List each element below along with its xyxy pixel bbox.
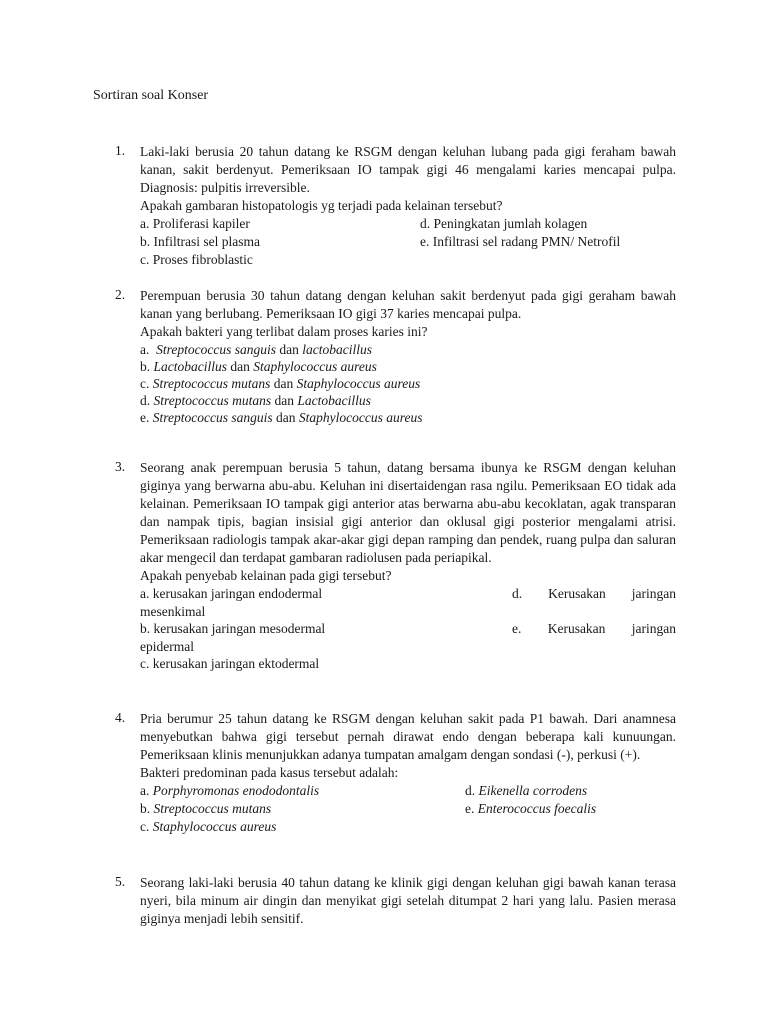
option-b: b. Lactobacillus dan Staphylococcus aureus [140, 358, 377, 374]
question-4 [115, 710, 676, 836]
question-stem: Perempuan berusia 30 tahun datang dengan keluhan sakit berdenyut pada gigi geraham bawah kanan yang berlubang. Pemeriksaan IO gigi 37 karies mencapai pulpa. [140, 288, 676, 321]
option-a: a. Porphyromonas enododontalis [140, 782, 320, 798]
question-prompt: Apakah bakteri yang terlibat dalam proses karies ini? [140, 324, 428, 339]
question-3 [115, 459, 676, 672]
question-prompt: Bakteri predominan pada kasus tersebut adalah: [140, 765, 399, 780]
question-1 [115, 143, 676, 269]
option-e: e. Streptococcus sanguis dan Staphylococcus aureus [140, 409, 423, 425]
option-c: c. kerusakan jaringan ektodermal [140, 655, 320, 671]
option-b: b. Infiltrasi sel plasma [140, 233, 260, 249]
option-row-a-d [140, 585, 676, 603]
option-a: a. kerusakan jaringan endodermal [140, 585, 323, 601]
answer-options [140, 585, 676, 672]
question-prompt: Apakah gambaran histopatologis yg terjadi pada kelainan tersebut? [140, 198, 503, 213]
option-b: b. Streptococcus mutans [140, 800, 272, 816]
option-d-continuation: mesenkimal [140, 603, 206, 619]
option-row-b-e [140, 620, 676, 638]
question-prompt: Apakah penyebab kelainan pada gigi tersebut? [140, 568, 392, 583]
answer-options [140, 341, 676, 426]
option-c: c. Streptococcus mutans dan Staphylococcus aureus [140, 375, 421, 391]
option-e: e. Enterococcus foecalis [465, 800, 597, 816]
question-stem: Laki-laki berusia 20 tahun datang ke RSGM dengan keluhan lubang pada gigi feraham bawah kanan, sakit berdenyut. Pemeriksaan IO tampak gigi 46 mengalami karies mencapai pulpa. Diagnosis: pulpitis irreversible. [140, 144, 676, 195]
option-a: a. Proliferasi kapiler [140, 215, 250, 231]
question-stem: Seorang anak perempuan berusia 5 tahun, datang bersama ibunya ke RSGM dengan keluhan giginya yang berwarna abu-abu. Keluhan ini disertaidengan rasa ngilu. Pemeriksaan EO tidak ada kelainan. Pemeriksaan IO tampak gigi anterior atas berwarna abu-abu kecoklatan, agak transparan dan nampak tipis, bagian insisial gigi anterior dan oklusal gigi posterior mengalami atrisi. Pemeriksaan radiologis tampak akar-akar gigi depan ramping dan pendek, ruang pulpa dan saluran akar mengecil dan terdapat gambaran radiolusen pada periapikal. [140, 460, 676, 565]
question-number: 3. [115, 459, 126, 474]
option-d: d. Streptococcus mutans dan Lactobacillus [140, 392, 371, 408]
option-d: d. Eikenella corrodens [465, 782, 588, 798]
option-c: c. Proses fibroblastic [140, 251, 253, 267]
answer-options [140, 215, 676, 269]
option-d: d. Peningkatan jumlah kolagen [420, 215, 588, 231]
answer-options [140, 782, 676, 836]
question-2 [115, 287, 676, 426]
question-5 [115, 874, 676, 928]
option-b: b. kerusakan jaringan mesodermal [140, 620, 326, 636]
question-number: 2. [115, 287, 126, 302]
option-e: e. Infiltrasi sel radang PMN/ Netrofil [420, 233, 621, 249]
question-number: 1. [115, 143, 126, 158]
option-d: d. Kerusakan jaringan [512, 585, 676, 601]
question-number: 5. [115, 874, 126, 889]
document-title: Sortiran soal Konser [93, 88, 209, 103]
question-stem: Seorang laki-laki berusia 40 tahun datang ke klinik gigi dengan keluhan gigi bawah kanan terasa nyeri, bila minum air dingin dan menyikat gigi setelah ditumpat 2 hari yang lalu. Pasien merasa giginya menjadi lebih sensitif. [140, 875, 676, 926]
option-e-continuation: epidermal [140, 638, 194, 654]
option-e: e. Kerusakan jaringan [512, 620, 676, 636]
option-c: c. Staphylococcus aureus [140, 818, 277, 834]
question-number: 4. [115, 710, 126, 725]
option-a: a. Streptococcus sanguis dan lactobacillus [140, 341, 372, 357]
question-stem: Pria berumur 25 tahun datang ke RSGM dengan keluhan sakit pada P1 bawah. Dari anamnesa menyebutkan bahwa gigi tersebut pernah dirawat endo dengan beberapa kali kunuungan. Pemeriksaan klinis menunjukkan adanya tumpatan amalgam dengan sondasi (-), perkusi (+). [140, 711, 676, 762]
